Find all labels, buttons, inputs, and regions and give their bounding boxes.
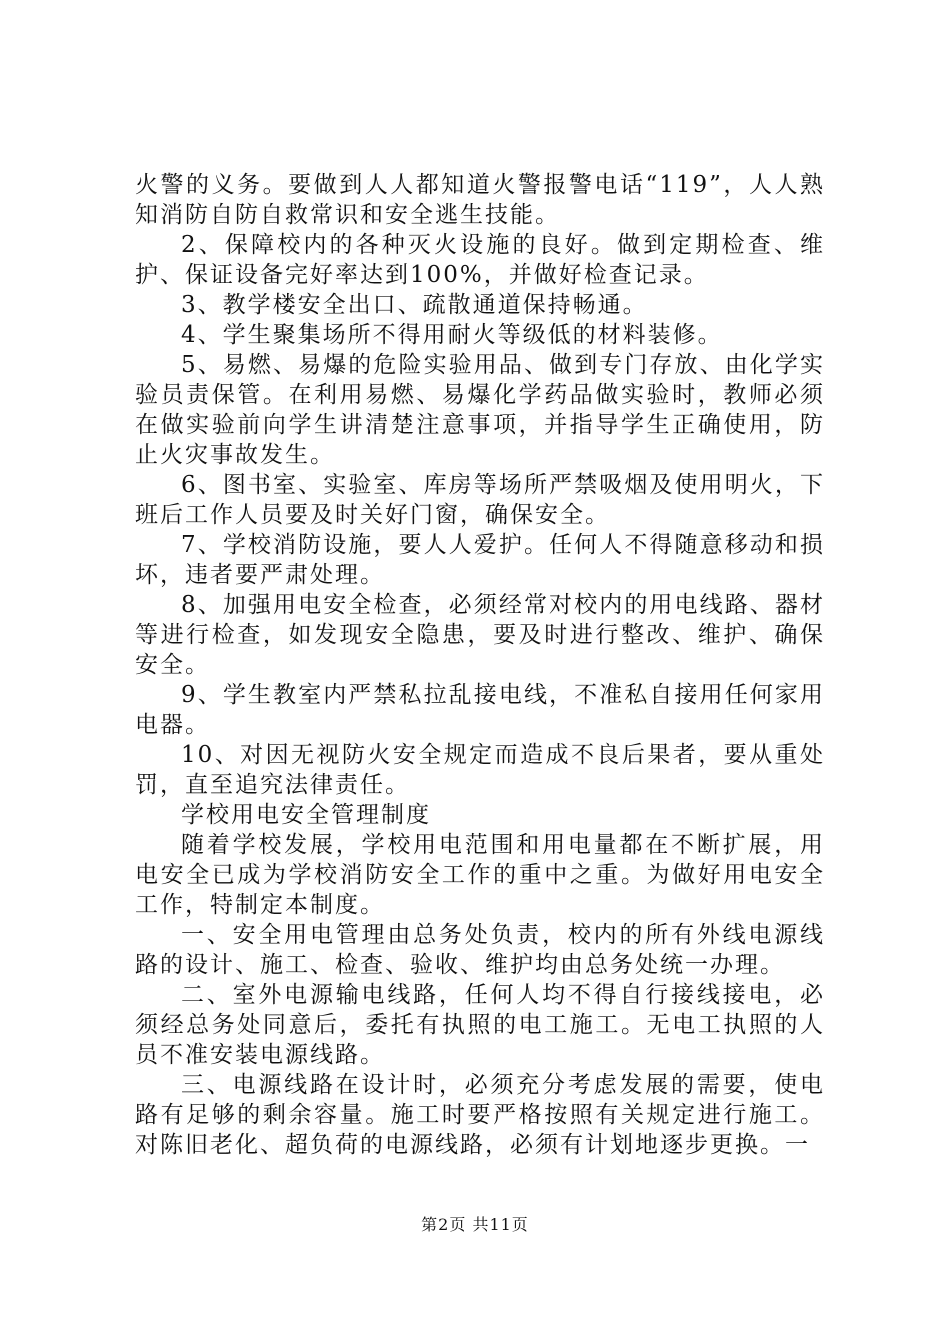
paragraph-8: 8、加强用电安全检查，必须经常对校内的用电线路、器材等进行检查，如发现安全隐患，要及时进行整改、维护、确保安全。 xyxy=(135,592,825,678)
paragraph-6: 6、图书室、实验室、库房等场所严禁吸烟及使用明火，下班后工作人员要及时关好门窗，确保安全。 xyxy=(135,472,825,528)
section-heading: 学校用电安全管理制度 xyxy=(181,802,431,828)
document-body xyxy=(135,170,825,1160)
paragraph-7: 7、学校消防设施，要人人爱护。任何人不得随意移动和损坏，违者要严肃处理。 xyxy=(135,532,825,588)
paragraph-9: 9、学生教室内严禁私拉乱接电线，不准私自接用任何家用电器。 xyxy=(135,682,825,738)
paragraph-13: 一、安全用电管理由总务处负责，校内的所有外线电源线路的设计、施工、检查、验收、维护均由总务处统一办理。 xyxy=(135,922,825,978)
paragraph-1: 火警的义务。要做到人人都知道火警报警电话“119”，人人熟知消防自防自救常识和安全逃生技能。 xyxy=(135,172,825,228)
paragraph-4: 4、学生聚集场所不得用耐火等级低的材料装修。 xyxy=(181,322,723,348)
paragraph-5: 5、易燃、易爆的危险实验用品、做到专门存放、由化学实验员责保管。在利用易燃、易爆化学药品做实验时，教师必须在做实验前向学生讲清楚注意事项，并指导学生正确使用，防止火灾事故发生。 xyxy=(135,352,825,468)
paragraph-10: 10、对因无视防火安全规定而造成不良后果者，要从重处罚，直至追究法律责任。 xyxy=(135,742,825,798)
paragraph-15: 三、电源线路在设计时，必须充分考虑发展的需要，使电路有足够的剩余容量。施工时要严格按照有关规定进行施工。对陈旧老化、超负荷的电源线路，必须有计划地逐步更换。一 xyxy=(135,1072,825,1158)
paragraph-12: 随着学校发展，学校用电范围和用电量都在不断扩展，用电安全已成为学校消防安全工作的重中之重。为做好用电安全工作，特制定本制度。 xyxy=(135,832,825,918)
paragraph-3: 3、教学楼安全出口、疏散通道保持畅通。 xyxy=(181,292,648,318)
page-footer: 第2页 共11页 xyxy=(421,1215,529,1234)
paragraph-14: 二、室外电源输电线路，任何人均不得自行接线接电，必须经总务处同意后，委托有执照的电工施工。无电工执照的人员不准安装电源线路。 xyxy=(135,982,825,1068)
paragraph-2: 2、保障校内的各种灭火设施的良好。做到定期检查、维护、保证设备完好率达到100%，并做好检查记录。 xyxy=(135,232,825,288)
